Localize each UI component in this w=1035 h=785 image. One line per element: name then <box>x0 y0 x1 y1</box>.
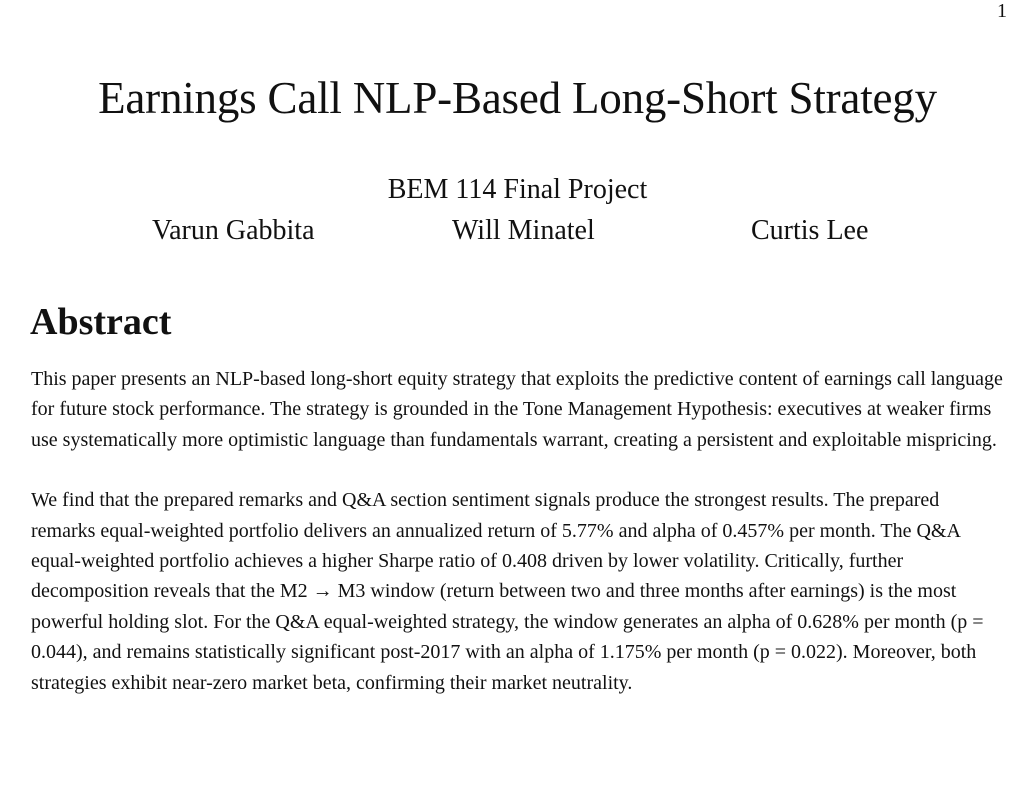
author-list <box>0 215 1035 251</box>
paper-title: Earnings Call NLP-Based Long-Short Strategy <box>98 73 937 123</box>
page-number: 1 <box>997 0 1007 22</box>
abstract-paragraph: This paper presents an NLP-based long-short equity strategy that exploits the predictive content of earnings call language for future stock performance. The strategy is grounded in the Tone Management Hypothesis: executives at weaker firms use systematically more optimistic language than fundamentals warrant, creating a persistent and exploitable mispricing. <box>31 368 1003 451</box>
author-name: Will Minatel <box>452 215 595 246</box>
abstract-body <box>31 364 1006 698</box>
author-name: Curtis Lee <box>751 215 869 246</box>
paper-subtitle: BEM 114 Final Project <box>387 174 648 205</box>
author-name: Varun Gabbita <box>152 215 315 246</box>
abstract-heading: Abstract <box>30 301 172 343</box>
abstract-paragraph: We find that the prepared remarks and Q&A section sentiment signals produce the strongest results. The prepared remarks equal-weighted portfolio delivers an annualized return of 5.77% and alpha of 0.457% per month. The Q&A equal-weighted portfolio achieves a higher Sharpe ratio of 0.408 driven by lower volatility. Critically, further decomposition reveals that the M2 → M3 window (return between two and three months after earnings) is the most powerful holding slot. For the Q&A equal-weighted strategy, the window generates an alpha of 0.628% per month (p = 0.044), and remains statistically significant post-2017 with an alpha of 1.175% per month (p = 0.022). Moreover, both strategies exhibit near-zero market beta, confirming their market neutrality. <box>31 489 984 694</box>
